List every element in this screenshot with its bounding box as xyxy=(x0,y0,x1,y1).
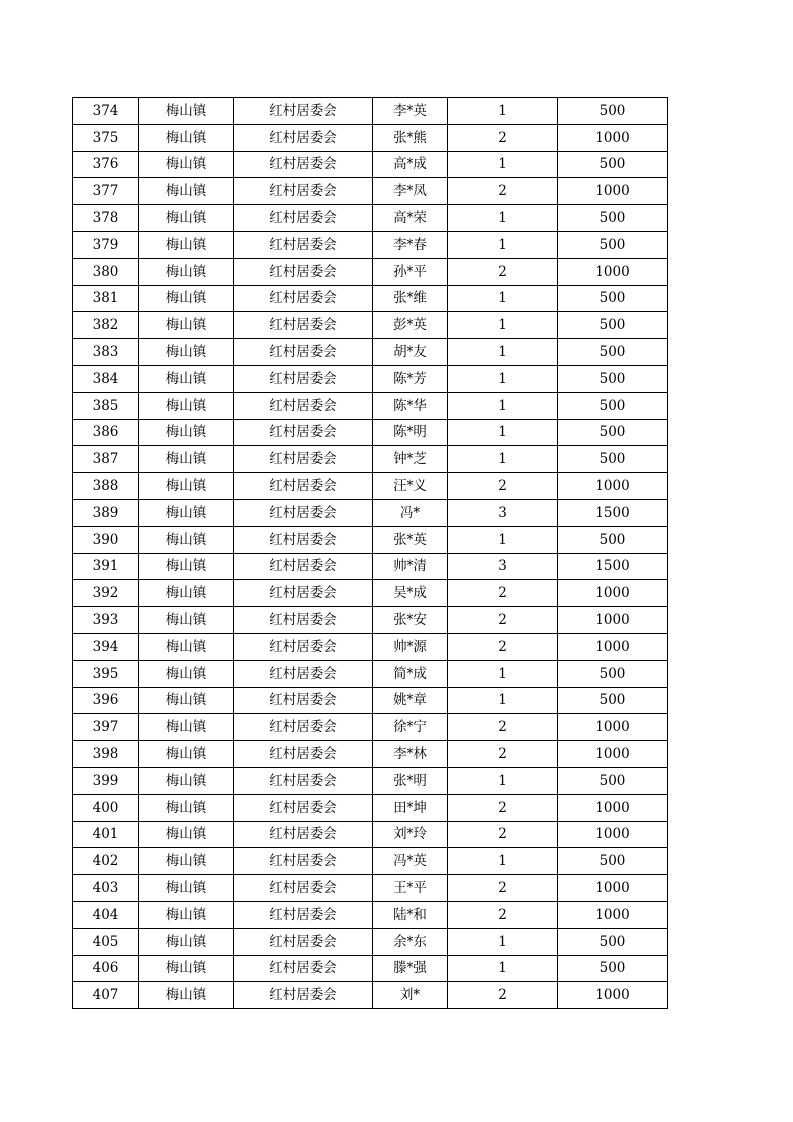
name-cell: 李*春 xyxy=(373,231,448,258)
count-cell: 1 xyxy=(448,767,558,794)
town-cell: 梅山镇 xyxy=(139,821,234,848)
town-cell: 梅山镇 xyxy=(139,607,234,634)
name-cell: 高*成 xyxy=(373,151,448,178)
table-row xyxy=(73,446,668,473)
committee-cell: 红村居委会 xyxy=(234,365,373,392)
table-row xyxy=(73,258,668,285)
count-cell: 1 xyxy=(448,205,558,232)
committee-cell: 红村居委会 xyxy=(234,741,373,768)
amount-cell: 500 xyxy=(558,928,668,955)
row-number-cell: 398 xyxy=(73,741,139,768)
name-cell: 冯* xyxy=(373,499,448,526)
committee-cell: 红村居委会 xyxy=(234,446,373,473)
amount-cell: 1000 xyxy=(558,821,668,848)
table-row xyxy=(73,124,668,151)
name-cell: 陈*华 xyxy=(373,392,448,419)
town-cell: 梅山镇 xyxy=(139,767,234,794)
table-row xyxy=(73,312,668,339)
amount-cell: 1000 xyxy=(558,794,668,821)
amount-cell: 1000 xyxy=(558,633,668,660)
amount-cell: 500 xyxy=(558,955,668,982)
row-number-cell: 376 xyxy=(73,151,139,178)
amount-cell: 1000 xyxy=(558,580,668,607)
committee-cell: 红村居委会 xyxy=(234,607,373,634)
name-cell: 汪*义 xyxy=(373,473,448,500)
row-number-cell: 401 xyxy=(73,821,139,848)
amount-cell: 500 xyxy=(558,205,668,232)
table-row xyxy=(73,955,668,982)
name-cell: 张*安 xyxy=(373,607,448,634)
town-cell: 梅山镇 xyxy=(139,339,234,366)
committee-cell: 红村居委会 xyxy=(234,339,373,366)
table-row xyxy=(73,633,668,660)
count-cell: 1 xyxy=(448,928,558,955)
table-row xyxy=(73,392,668,419)
name-cell: 吴*成 xyxy=(373,580,448,607)
count-cell: 1 xyxy=(448,848,558,875)
amount-cell: 500 xyxy=(558,339,668,366)
amount-cell: 500 xyxy=(558,365,668,392)
count-cell: 2 xyxy=(448,258,558,285)
table-row xyxy=(73,205,668,232)
count-cell: 1 xyxy=(448,526,558,553)
count-cell: 1 xyxy=(448,687,558,714)
town-cell: 梅山镇 xyxy=(139,473,234,500)
name-cell: 李*英 xyxy=(373,98,448,125)
row-number-cell: 399 xyxy=(73,767,139,794)
amount-cell: 500 xyxy=(558,660,668,687)
row-number-cell: 407 xyxy=(73,982,139,1009)
table-row xyxy=(73,473,668,500)
row-number-cell: 390 xyxy=(73,526,139,553)
town-cell: 梅山镇 xyxy=(139,151,234,178)
committee-cell: 红村居委会 xyxy=(234,151,373,178)
name-cell: 陈*明 xyxy=(373,419,448,446)
committee-cell: 红村居委会 xyxy=(234,419,373,446)
name-cell: 徐*宁 xyxy=(373,714,448,741)
row-number-cell: 387 xyxy=(73,446,139,473)
committee-cell: 红村居委会 xyxy=(234,258,373,285)
amount-cell: 500 xyxy=(558,446,668,473)
town-cell: 梅山镇 xyxy=(139,848,234,875)
town-cell: 梅山镇 xyxy=(139,526,234,553)
committee-cell: 红村居委会 xyxy=(234,767,373,794)
count-cell: 2 xyxy=(448,741,558,768)
name-cell: 张*明 xyxy=(373,767,448,794)
amount-cell: 500 xyxy=(558,231,668,258)
table-row xyxy=(73,875,668,902)
row-number-cell: 393 xyxy=(73,607,139,634)
table-row xyxy=(73,339,668,366)
committee-cell: 红村居委会 xyxy=(234,848,373,875)
table-row xyxy=(73,821,668,848)
committee-cell: 红村居委会 xyxy=(234,633,373,660)
town-cell: 梅山镇 xyxy=(139,580,234,607)
row-number-cell: 378 xyxy=(73,205,139,232)
amount-cell: 500 xyxy=(558,151,668,178)
name-cell: 刘* xyxy=(373,982,448,1009)
count-cell: 2 xyxy=(448,901,558,928)
name-cell: 帅*清 xyxy=(373,553,448,580)
amount-cell: 500 xyxy=(558,285,668,312)
town-cell: 梅山镇 xyxy=(139,928,234,955)
row-number-cell: 381 xyxy=(73,285,139,312)
name-cell: 彭*英 xyxy=(373,312,448,339)
amount-cell: 500 xyxy=(558,98,668,125)
town-cell: 梅山镇 xyxy=(139,901,234,928)
table-row xyxy=(73,607,668,634)
table-row xyxy=(73,794,668,821)
count-cell: 1 xyxy=(448,285,558,312)
row-number-cell: 395 xyxy=(73,660,139,687)
row-number-cell: 374 xyxy=(73,98,139,125)
town-cell: 梅山镇 xyxy=(139,499,234,526)
committee-cell: 红村居委会 xyxy=(234,98,373,125)
row-number-cell: 383 xyxy=(73,339,139,366)
count-cell: 1 xyxy=(448,446,558,473)
count-cell: 1 xyxy=(448,419,558,446)
amount-cell: 1000 xyxy=(558,607,668,634)
name-cell: 李*凤 xyxy=(373,178,448,205)
row-number-cell: 380 xyxy=(73,258,139,285)
table-row xyxy=(73,553,668,580)
town-cell: 梅山镇 xyxy=(139,982,234,1009)
committee-cell: 红村居委会 xyxy=(234,499,373,526)
committee-cell: 红村居委会 xyxy=(234,901,373,928)
name-cell: 简*成 xyxy=(373,660,448,687)
name-cell: 张*维 xyxy=(373,285,448,312)
table-row xyxy=(73,660,668,687)
committee-cell: 红村居委会 xyxy=(234,473,373,500)
count-cell: 2 xyxy=(448,875,558,902)
table-row xyxy=(73,580,668,607)
town-cell: 梅山镇 xyxy=(139,285,234,312)
count-cell: 2 xyxy=(448,580,558,607)
amount-cell: 500 xyxy=(558,848,668,875)
town-cell: 梅山镇 xyxy=(139,660,234,687)
row-number-cell: 402 xyxy=(73,848,139,875)
town-cell: 梅山镇 xyxy=(139,312,234,339)
table-row xyxy=(73,151,668,178)
town-cell: 梅山镇 xyxy=(139,365,234,392)
committee-cell: 红村居委会 xyxy=(234,660,373,687)
count-cell: 1 xyxy=(448,151,558,178)
amount-cell: 500 xyxy=(558,767,668,794)
committee-cell: 红村居委会 xyxy=(234,178,373,205)
town-cell: 梅山镇 xyxy=(139,955,234,982)
table-row xyxy=(73,231,668,258)
town-cell: 梅山镇 xyxy=(139,687,234,714)
name-cell: 帅*源 xyxy=(373,633,448,660)
town-cell: 梅山镇 xyxy=(139,98,234,125)
count-cell: 1 xyxy=(448,660,558,687)
row-number-cell: 405 xyxy=(73,928,139,955)
amount-cell: 1000 xyxy=(558,258,668,285)
row-number-cell: 391 xyxy=(73,553,139,580)
count-cell: 2 xyxy=(448,473,558,500)
committee-cell: 红村居委会 xyxy=(234,794,373,821)
row-number-cell: 406 xyxy=(73,955,139,982)
name-cell: 田*坤 xyxy=(373,794,448,821)
amount-cell: 500 xyxy=(558,526,668,553)
amount-cell: 500 xyxy=(558,419,668,446)
table-row xyxy=(73,928,668,955)
town-cell: 梅山镇 xyxy=(139,392,234,419)
committee-cell: 红村居委会 xyxy=(234,580,373,607)
count-cell: 1 xyxy=(448,365,558,392)
row-number-cell: 397 xyxy=(73,714,139,741)
row-number-cell: 388 xyxy=(73,473,139,500)
town-cell: 梅山镇 xyxy=(139,178,234,205)
count-cell: 1 xyxy=(448,312,558,339)
row-number-cell: 382 xyxy=(73,312,139,339)
row-number-cell: 389 xyxy=(73,499,139,526)
table-row xyxy=(73,741,668,768)
table-row xyxy=(73,687,668,714)
amount-cell: 1000 xyxy=(558,714,668,741)
amount-cell: 1000 xyxy=(558,741,668,768)
count-cell: 3 xyxy=(448,553,558,580)
committee-cell: 红村居委会 xyxy=(234,285,373,312)
table-row xyxy=(73,767,668,794)
table-row xyxy=(73,365,668,392)
committee-cell: 红村居委会 xyxy=(234,821,373,848)
committee-cell: 红村居委会 xyxy=(234,124,373,151)
committee-cell: 红村居委会 xyxy=(234,205,373,232)
name-cell: 孙*平 xyxy=(373,258,448,285)
table-row xyxy=(73,499,668,526)
amount-cell: 1500 xyxy=(558,499,668,526)
count-cell: 2 xyxy=(448,982,558,1009)
committee-cell: 红村居委会 xyxy=(234,982,373,1009)
amount-cell: 1000 xyxy=(558,473,668,500)
amount-cell: 500 xyxy=(558,687,668,714)
amount-cell: 500 xyxy=(558,312,668,339)
table-row xyxy=(73,982,668,1009)
committee-cell: 红村居委会 xyxy=(234,928,373,955)
name-cell: 张*熊 xyxy=(373,124,448,151)
count-cell: 1 xyxy=(448,231,558,258)
committee-cell: 红村居委会 xyxy=(234,714,373,741)
town-cell: 梅山镇 xyxy=(139,633,234,660)
row-number-cell: 384 xyxy=(73,365,139,392)
table-row xyxy=(73,526,668,553)
town-cell: 梅山镇 xyxy=(139,446,234,473)
count-cell: 1 xyxy=(448,392,558,419)
data-table xyxy=(72,97,668,1009)
town-cell: 梅山镇 xyxy=(139,794,234,821)
town-cell: 梅山镇 xyxy=(139,231,234,258)
count-cell: 1 xyxy=(448,339,558,366)
town-cell: 梅山镇 xyxy=(139,741,234,768)
town-cell: 梅山镇 xyxy=(139,419,234,446)
name-cell: 姚*章 xyxy=(373,687,448,714)
row-number-cell: 386 xyxy=(73,419,139,446)
row-number-cell: 377 xyxy=(73,178,139,205)
count-cell: 2 xyxy=(448,124,558,151)
name-cell: 刘*玲 xyxy=(373,821,448,848)
town-cell: 梅山镇 xyxy=(139,714,234,741)
count-cell: 3 xyxy=(448,499,558,526)
name-cell: 王*平 xyxy=(373,875,448,902)
amount-cell: 1000 xyxy=(558,982,668,1009)
count-cell: 1 xyxy=(448,955,558,982)
town-cell: 梅山镇 xyxy=(139,258,234,285)
count-cell: 2 xyxy=(448,633,558,660)
name-cell: 张*英 xyxy=(373,526,448,553)
name-cell: 滕*强 xyxy=(373,955,448,982)
committee-cell: 红村居委会 xyxy=(234,955,373,982)
row-number-cell: 404 xyxy=(73,901,139,928)
committee-cell: 红村居委会 xyxy=(234,526,373,553)
table-row xyxy=(73,178,668,205)
row-number-cell: 379 xyxy=(73,231,139,258)
town-cell: 梅山镇 xyxy=(139,205,234,232)
name-cell: 冯*英 xyxy=(373,848,448,875)
row-number-cell: 394 xyxy=(73,633,139,660)
count-cell: 2 xyxy=(448,821,558,848)
table-row xyxy=(73,98,668,125)
count-cell: 2 xyxy=(448,607,558,634)
name-cell: 胡*友 xyxy=(373,339,448,366)
amount-cell: 1000 xyxy=(558,875,668,902)
count-cell: 1 xyxy=(448,98,558,125)
row-number-cell: 385 xyxy=(73,392,139,419)
table-row xyxy=(73,285,668,312)
count-cell: 2 xyxy=(448,178,558,205)
row-number-cell: 400 xyxy=(73,794,139,821)
amount-cell: 1000 xyxy=(558,124,668,151)
name-cell: 李*林 xyxy=(373,741,448,768)
row-number-cell: 375 xyxy=(73,124,139,151)
name-cell: 高*荣 xyxy=(373,205,448,232)
town-cell: 梅山镇 xyxy=(139,875,234,902)
count-cell: 2 xyxy=(448,794,558,821)
name-cell: 陆*和 xyxy=(373,901,448,928)
town-cell: 梅山镇 xyxy=(139,124,234,151)
committee-cell: 红村居委会 xyxy=(234,687,373,714)
row-number-cell: 396 xyxy=(73,687,139,714)
amount-cell: 1500 xyxy=(558,553,668,580)
row-number-cell: 403 xyxy=(73,875,139,902)
table-row xyxy=(73,901,668,928)
name-cell: 陈*芳 xyxy=(373,365,448,392)
committee-cell: 红村居委会 xyxy=(234,553,373,580)
committee-cell: 红村居委会 xyxy=(234,392,373,419)
committee-cell: 红村居委会 xyxy=(234,312,373,339)
amount-cell: 1000 xyxy=(558,901,668,928)
table-row xyxy=(73,419,668,446)
table-row xyxy=(73,848,668,875)
amount-cell: 1000 xyxy=(558,178,668,205)
name-cell: 余*东 xyxy=(373,928,448,955)
name-cell: 钟*芝 xyxy=(373,446,448,473)
table-row xyxy=(73,714,668,741)
amount-cell: 500 xyxy=(558,392,668,419)
count-cell: 2 xyxy=(448,714,558,741)
town-cell: 梅山镇 xyxy=(139,553,234,580)
committee-cell: 红村居委会 xyxy=(234,231,373,258)
table-body xyxy=(73,98,668,1009)
committee-cell: 红村居委会 xyxy=(234,875,373,902)
row-number-cell: 392 xyxy=(73,580,139,607)
